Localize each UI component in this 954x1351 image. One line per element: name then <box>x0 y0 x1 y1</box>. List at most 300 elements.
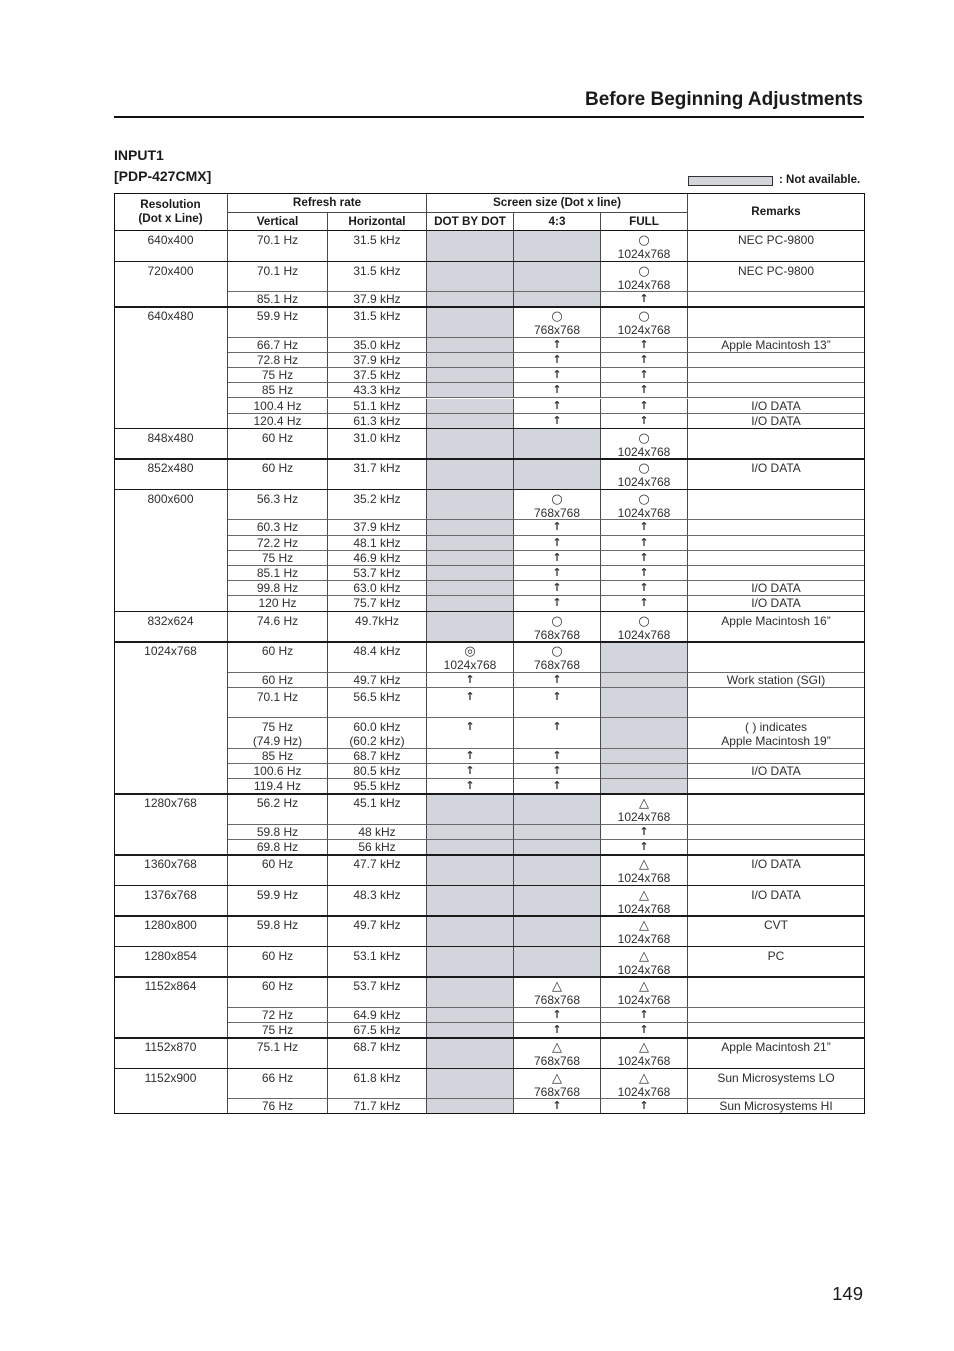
not-available-cell <box>427 916 514 947</box>
vertical-rate-text: 75 Hz <box>261 368 294 383</box>
vertical-rate-text: 100.4 Hz <box>253 398 302 413</box>
remarks-text: CVT <box>764 918 788 933</box>
aspect-4-3-cell <box>514 383 601 398</box>
horizontal-rate-cell <box>328 749 427 764</box>
aspect-4-3-cell <box>514 338 601 353</box>
horizontal-rate-text: 63.0 kHz <box>353 581 401 596</box>
up-arrow-icon: ↑ <box>552 1023 562 1036</box>
screen-size-label: 1024x768 <box>617 627 671 642</box>
full-cell <box>601 231 688 262</box>
up-arrow-icon: ↑ <box>639 566 649 579</box>
horizontal-rate-text: 43.3 kHz <box>353 383 401 398</box>
vertical-rate-text: 60 Hz <box>261 644 294 659</box>
full-cell <box>601 947 688 978</box>
double-circle-icon: ◎ <box>464 644 476 660</box>
screen-size-label: 1024x768 <box>617 247 671 261</box>
up-arrow-icon: ↑ <box>552 520 562 534</box>
resolution-cell <box>114 794 228 855</box>
horizontal-rate-cell <box>328 916 427 947</box>
resolution-label: 1152x864 <box>144 979 197 994</box>
screen-size-label: 1024x768 <box>617 277 671 292</box>
remarks-cell <box>688 490 865 521</box>
remarks-cell <box>688 292 865 307</box>
horizontal-rate-text: 80.5 kHz <box>353 764 401 778</box>
remarks-text: Sun Microsystems HI <box>719 1099 833 1114</box>
up-arrow-icon: ↑ <box>639 824 649 838</box>
circle-icon: ○ <box>638 613 650 629</box>
remarks-cell <box>688 840 865 855</box>
not-available-cell <box>514 947 601 978</box>
up-arrow-icon: ↑ <box>639 292 649 305</box>
not-available-cell <box>427 855 514 886</box>
horizontal-rate-text: 47.7 kHz <box>353 857 401 872</box>
vertical-rate-cell <box>228 596 328 611</box>
horizontal-rate-cell <box>328 764 427 779</box>
aspect-4-3-cell <box>514 368 601 383</box>
vertical-rate-text: 66.7 Hz <box>256 337 299 352</box>
triangle-icon: △ <box>552 1040 562 1056</box>
aspect-4-3-cell <box>514 414 601 429</box>
up-arrow-icon: ↑ <box>465 764 475 777</box>
full-cell <box>601 520 688 535</box>
not-available-cell <box>601 764 688 779</box>
group-divider <box>114 261 865 263</box>
group-divider <box>114 458 865 460</box>
resolution-cell <box>114 612 228 643</box>
horizontal-rate-text: 31.5 kHz <box>353 309 401 324</box>
remarks-cell <box>688 916 865 947</box>
up-arrow-icon: ↑ <box>639 1023 649 1036</box>
horizontal-rate-cell <box>328 718 427 749</box>
horizontal-rate-cell <box>328 307 427 338</box>
full-cell <box>601 1069 688 1100</box>
not-available-cell <box>427 840 514 855</box>
header-dot-by-dot <box>427 213 514 231</box>
horizontal-rate-text: 31.5 kHz <box>353 263 401 278</box>
screen-size-label: 1024x768 <box>617 1084 671 1099</box>
remarks-cell <box>688 353 865 368</box>
vertical-rate-text: 85 Hz <box>261 748 294 763</box>
circle-icon: ○ <box>551 309 563 325</box>
dot-by-dot-cell <box>427 749 514 764</box>
vertical-rate-cell <box>228 292 328 307</box>
not-available-cell <box>601 749 688 764</box>
up-arrow-icon: ↑ <box>639 1099 649 1113</box>
vertical-rate-text: 75.1 Hz <box>256 1040 299 1055</box>
horizontal-rate-cell <box>328 612 427 643</box>
up-arrow-icon: ↑ <box>639 596 649 610</box>
vertical-rate-cell <box>228 718 328 749</box>
remarks-text: Apple Macintosh 13” <box>721 337 831 352</box>
full-cell <box>601 353 688 368</box>
not-available-cell <box>427 338 514 353</box>
vertical-rate-text: 60 Hz <box>261 857 294 872</box>
full-cell <box>601 840 688 855</box>
full-cell <box>601 262 688 293</box>
full-cell <box>601 855 688 886</box>
resolution-cell <box>114 459 228 490</box>
resolution-label: 1280x768 <box>144 796 197 811</box>
screen-size-label: 768x768 <box>533 323 581 338</box>
vertical-rate-text: 75 Hz <box>261 720 294 735</box>
up-arrow-icon: ↑ <box>639 413 649 427</box>
up-arrow-icon: ↑ <box>552 550 562 564</box>
resolution-label: 852x480 <box>147 461 194 476</box>
vertical-rate-cell <box>228 1069 328 1100</box>
remarks-cell <box>688 886 865 917</box>
resolution-cell <box>114 429 228 460</box>
title-rule <box>114 116 864 118</box>
horizontal-rate-cell <box>328 429 427 460</box>
resolution-cell <box>114 855 228 886</box>
up-arrow-icon: ↑ <box>639 581 649 595</box>
full-cell <box>601 1038 688 1069</box>
vertical-rate-text: 85.1 Hz <box>256 292 299 306</box>
header-dot-by-dot-text: DOT BY DOT <box>434 214 506 228</box>
horizontal-rate-cell <box>328 794 427 825</box>
horizontal-rate-cell <box>328 1023 427 1038</box>
not-available-cell <box>427 490 514 521</box>
circle-icon: ○ <box>551 613 563 629</box>
triangle-icon: △ <box>639 1040 649 1056</box>
remarks-cell <box>688 566 865 581</box>
triangle-icon: △ <box>639 948 649 964</box>
circle-icon: ○ <box>638 309 650 325</box>
full-cell <box>601 490 688 521</box>
horizontal-rate-text: 46.9 kHz <box>353 550 401 565</box>
horizontal-rate-text: 56.5 kHz <box>353 689 401 704</box>
circle-icon: ○ <box>551 491 563 507</box>
aspect-4-3-cell <box>514 764 601 779</box>
screen-size-label: 768x768 <box>533 1084 581 1099</box>
not-available-cell <box>427 581 514 596</box>
full-cell <box>601 459 688 490</box>
vertical-rate-text: 70.1 Hz <box>256 689 299 704</box>
full-cell <box>601 368 688 383</box>
horizontal-rate-cell <box>328 840 427 855</box>
vertical-rate-cell <box>228 916 328 947</box>
vertical-rate-text: 70.1 Hz <box>256 263 299 278</box>
full-cell <box>601 977 688 1008</box>
horizontal-rate-cell <box>328 566 427 581</box>
not-available-cell <box>514 840 601 855</box>
remarks-text: I/O DATA <box>751 398 801 413</box>
full-cell <box>601 596 688 611</box>
triangle-icon: △ <box>639 857 649 873</box>
not-available-legend-text: : Not available. <box>779 174 861 186</box>
horizontal-rate-cell <box>328 947 427 978</box>
dot-by-dot-cell <box>427 642 514 673</box>
screen-size-label: 1024x768 <box>617 901 671 916</box>
vertical-rate-text: 119.4 Hz <box>253 779 302 794</box>
aspect-4-3-cell <box>514 353 601 368</box>
group-divider <box>114 976 865 978</box>
horizontal-rate-cell <box>328 520 427 535</box>
remarks-text: PC <box>767 948 785 963</box>
resolution-cell <box>114 490 228 612</box>
aspect-4-3-cell <box>514 1038 601 1069</box>
not-available-cell <box>427 307 514 338</box>
full-cell <box>601 825 688 840</box>
vertical-rate-text: (74.9 Hz) <box>252 734 303 749</box>
resolution-label: 640x400 <box>147 233 194 247</box>
not-available-cell <box>514 429 601 460</box>
full-cell <box>601 399 688 414</box>
horizontal-rate-text: 48.1 kHz <box>353 535 401 550</box>
full-cell <box>601 551 688 566</box>
horizontal-rate-text: 53.1 kHz <box>353 948 401 963</box>
resolution-label: 848x480 <box>147 430 194 445</box>
vertical-rate-text: 59.8 Hz <box>256 918 299 933</box>
up-arrow-icon: ↑ <box>552 398 562 412</box>
horizontal-rate-cell <box>328 596 427 611</box>
vertical-rate-text: 60 Hz <box>261 979 294 994</box>
resolution-label: 832x624 <box>147 613 194 628</box>
aspect-4-3-cell <box>514 581 601 596</box>
group-divider <box>114 489 865 491</box>
remarks-cell <box>688 338 865 353</box>
vertical-rate-cell <box>228 1038 328 1069</box>
vertical-rate-cell <box>228 977 328 1008</box>
remarks-text: I/O DATA <box>751 596 801 611</box>
aspect-4-3-cell <box>514 1008 601 1023</box>
group-divider <box>114 885 865 887</box>
full-cell <box>601 794 688 825</box>
aspect-4-3-cell <box>514 1099 601 1114</box>
not-available-cell <box>427 536 514 551</box>
not-available-cell <box>427 1023 514 1038</box>
vertical-rate-text: 75 Hz <box>261 1023 294 1037</box>
up-arrow-icon: ↑ <box>639 383 649 397</box>
horizontal-rate-text: 31.0 kHz <box>353 430 401 445</box>
horizontal-rate-cell <box>328 688 427 719</box>
vertical-rate-text: 60.3 Hz <box>256 520 299 535</box>
aspect-4-3-cell <box>514 779 601 794</box>
up-arrow-icon: ↑ <box>465 748 475 762</box>
not-available-cell <box>427 383 514 398</box>
vertical-rate-text: 59.9 Hz <box>256 309 299 324</box>
group-divider <box>114 854 865 856</box>
horizontal-rate-cell <box>328 779 427 794</box>
resolution-label: 1024x768 <box>144 644 197 659</box>
vertical-rate-cell <box>228 490 328 521</box>
vertical-rate-cell <box>228 231 328 262</box>
triangle-icon: △ <box>639 979 649 995</box>
horizontal-rate-cell <box>328 977 427 1008</box>
aspect-4-3-cell <box>514 612 601 643</box>
horizontal-rate-text: 37.9 kHz <box>353 520 401 535</box>
screen-size-label: 1024x768 <box>617 871 671 886</box>
aspect-4-3-cell <box>514 536 601 551</box>
vertical-rate-cell <box>228 612 328 643</box>
remarks-cell <box>688 688 865 719</box>
remarks-cell <box>688 1069 865 1100</box>
vertical-rate-cell <box>228 947 328 978</box>
not-available-cell <box>427 262 514 293</box>
horizontal-rate-cell <box>328 338 427 353</box>
remarks-text: Apple Macintosh 19” <box>721 734 831 749</box>
aspect-4-3-cell <box>514 551 601 566</box>
vertical-rate-cell <box>228 536 328 551</box>
resolution-cell <box>114 1069 228 1115</box>
resolution-cell <box>114 307 228 429</box>
full-cell <box>601 886 688 917</box>
not-available-cell <box>427 947 514 978</box>
vertical-rate-text: 72.2 Hz <box>256 535 299 550</box>
horizontal-rate-cell <box>328 673 427 688</box>
screen-size-label: 1024x768 <box>443 658 497 673</box>
up-arrow-icon: ↑ <box>639 840 649 854</box>
horizontal-rate-cell <box>328 383 427 398</box>
horizontal-rate-text: 49.7 kHz <box>353 672 401 687</box>
horizontal-rate-cell <box>328 399 427 414</box>
remarks-cell <box>688 429 865 460</box>
not-available-cell <box>427 459 514 490</box>
not-available-cell <box>514 825 601 840</box>
vertical-rate-text: 74.6 Hz <box>256 613 299 628</box>
up-arrow-icon: ↑ <box>552 566 562 579</box>
remarks-cell <box>688 794 865 825</box>
horizontal-rate-cell <box>328 459 427 490</box>
vertical-rate-text: 72.8 Hz <box>256 352 299 367</box>
remarks-text: I/O DATA <box>751 887 801 902</box>
up-arrow-icon: ↑ <box>639 1007 649 1021</box>
not-available-cell <box>514 262 601 293</box>
vertical-rate-cell <box>228 764 328 779</box>
header-screen-size-text: Screen size (Dot x line) <box>493 195 621 209</box>
up-arrow-icon: ↑ <box>552 1099 562 1113</box>
horizontal-rate-text: 31.7 kHz <box>353 461 401 476</box>
not-available-cell <box>427 612 514 643</box>
resolution-label: 1280x800 <box>144 918 197 933</box>
up-arrow-icon: ↑ <box>552 581 562 595</box>
vertical-rate-cell <box>228 399 328 414</box>
not-available-cell <box>514 794 601 825</box>
aspect-4-3-cell <box>514 977 601 1008</box>
resolution-label: 1152x900 <box>144 1070 197 1085</box>
not-available-cell <box>427 520 514 535</box>
header-aspect-4-3-text: 4:3 <box>548 214 566 228</box>
remarks-cell <box>688 718 865 749</box>
up-arrow-icon: ↑ <box>552 596 562 610</box>
screen-size-label: 1024x768 <box>617 993 671 1008</box>
up-arrow-icon: ↑ <box>465 720 475 734</box>
remarks-cell <box>688 673 865 688</box>
vertical-rate-cell <box>228 825 328 840</box>
header-remarks-text: Remarks <box>751 204 801 218</box>
full-cell <box>601 581 688 596</box>
full-cell <box>601 292 688 307</box>
horizontal-rate-cell <box>328 581 427 596</box>
vertical-rate-cell <box>228 688 328 719</box>
dot-by-dot-cell <box>427 688 514 719</box>
horizontal-rate-cell <box>328 551 427 566</box>
screen-size-label: 1024x768 <box>617 962 671 977</box>
remarks-cell <box>688 855 865 886</box>
horizontal-rate-cell <box>328 368 427 383</box>
screen-size-label: 1024x768 <box>617 323 671 338</box>
dot-by-dot-cell <box>427 764 514 779</box>
horizontal-rate-text: 51.1 kHz <box>353 398 401 413</box>
vertical-rate-cell <box>228 840 328 855</box>
remarks-cell <box>688 368 865 383</box>
vertical-rate-text: 76 Hz <box>261 1099 294 1114</box>
remarks-text: Sun Microsystems LO <box>717 1070 835 1085</box>
full-cell <box>601 536 688 551</box>
not-available-cell <box>601 718 688 749</box>
not-available-cell <box>427 886 514 917</box>
group-divider <box>114 915 865 917</box>
vertical-rate-cell <box>228 414 328 429</box>
aspect-4-3-cell <box>514 688 601 719</box>
vertical-rate-text: 60 Hz <box>261 430 294 445</box>
horizontal-rate-text: 56 kHz <box>358 840 396 855</box>
up-arrow-icon: ↑ <box>552 720 562 734</box>
horizontal-rate-cell <box>328 825 427 840</box>
resolution-cell <box>114 886 228 917</box>
vertical-rate-text: 85.1 Hz <box>256 566 299 580</box>
up-arrow-icon: ↑ <box>552 383 562 397</box>
horizontal-rate-text: 31.5 kHz <box>353 233 401 247</box>
not-available-cell <box>514 292 601 307</box>
remarks-cell <box>688 947 865 978</box>
remarks-text: Work station (SGI) <box>726 672 826 687</box>
remarks-text: NEC PC-9800 <box>737 233 815 247</box>
not-available-legend-swatch <box>688 176 773 186</box>
resolution-cell <box>114 947 228 978</box>
header-horizontal <box>328 213 427 231</box>
not-available-cell <box>427 551 514 566</box>
horizontal-rate-cell <box>328 1069 427 1100</box>
horizontal-rate-text: 48.4 kHz <box>353 644 401 659</box>
vertical-rate-cell <box>228 368 328 383</box>
aspect-4-3-cell <box>514 1023 601 1038</box>
full-cell <box>601 338 688 353</box>
remarks-cell <box>688 612 865 643</box>
aspect-4-3-cell <box>514 718 601 749</box>
remarks-text: I/O DATA <box>751 581 801 596</box>
vertical-rate-cell <box>228 262 328 293</box>
horizontal-rate-text: 37.9 kHz <box>353 292 401 306</box>
aspect-4-3-cell <box>514 642 601 673</box>
header-resolution <box>114 193 228 231</box>
screen-size-label: 1024x768 <box>617 444 671 459</box>
horizontal-rate-text: 37.9 kHz <box>353 352 401 367</box>
resolution-cell <box>114 642 228 794</box>
aspect-4-3-cell <box>514 566 601 581</box>
full-cell <box>601 1023 688 1038</box>
remarks-text: I/O DATA <box>751 461 801 476</box>
full-cell <box>601 429 688 460</box>
horizontal-rate-cell <box>328 292 427 307</box>
horizontal-rate-text: 35.0 kHz <box>353 337 401 352</box>
input-label: INPUT1 <box>114 147 164 163</box>
full-cell <box>601 307 688 338</box>
remarks-cell <box>688 764 865 779</box>
horizontal-rate-cell <box>328 490 427 521</box>
header-refresh-rate <box>228 193 427 213</box>
horizontal-rate-cell <box>328 262 427 293</box>
page-number: 149 <box>832 1283 863 1304</box>
vertical-rate-cell <box>228 566 328 581</box>
aspect-4-3-cell <box>514 307 601 338</box>
not-available-cell <box>427 353 514 368</box>
vertical-rate-text: 56.3 Hz <box>256 491 299 506</box>
horizontal-rate-text: 49.7 kHz <box>353 918 401 933</box>
remarks-cell <box>688 262 865 293</box>
up-arrow-icon: ↑ <box>465 672 475 686</box>
vertical-rate-cell <box>228 794 328 825</box>
